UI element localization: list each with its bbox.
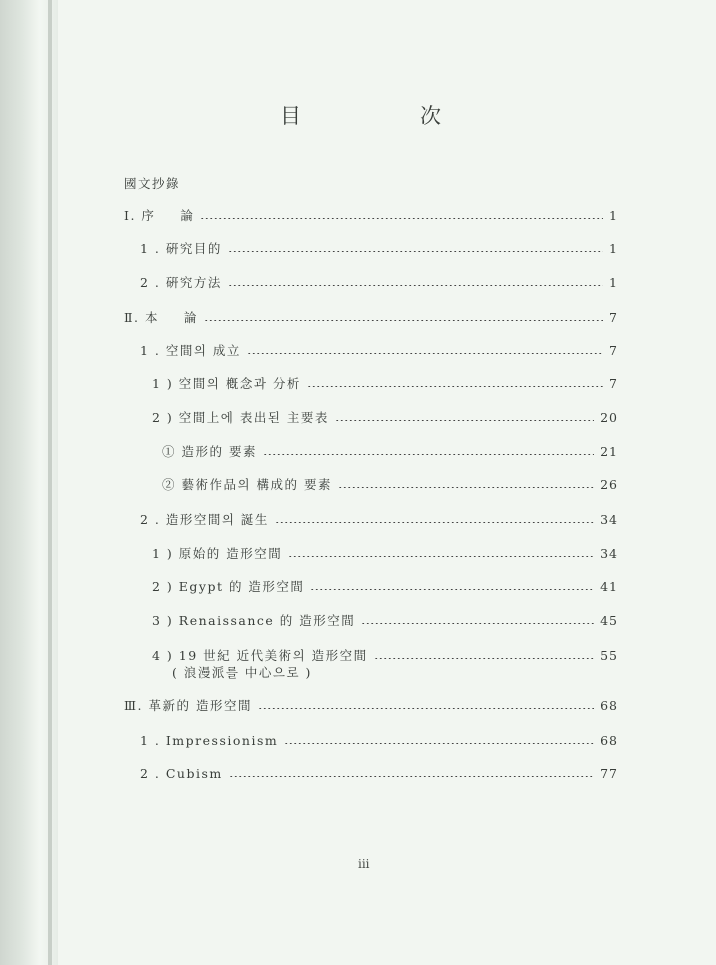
- toc-page: 1: [609, 240, 618, 256]
- page-title: [0, 100, 716, 130]
- toc-label: 4 ) 19 世紀 近代美術의 造形空間: [152, 648, 368, 663]
- toc-entry: [162, 474, 618, 494]
- toc-label: 2 . 硏究方法: [140, 275, 222, 290]
- leader-dots: [229, 776, 594, 777]
- toc-page: 55: [600, 647, 618, 663]
- leader-dots: [335, 420, 594, 421]
- title-char-right: 次: [420, 104, 441, 128]
- toc-page: 68: [600, 697, 618, 713]
- toc-subnote: ( 浪漫派를 中心으로 ): [172, 665, 312, 680]
- toc-page: 7: [609, 375, 618, 391]
- toc-page: 7: [609, 342, 618, 358]
- toc-entry: [124, 307, 618, 327]
- toc-entry: [152, 373, 618, 393]
- toc-label: ② 藝術作品의 構成的 要素: [162, 477, 332, 492]
- leader-dots: [258, 708, 594, 709]
- toc-page: 34: [600, 511, 618, 527]
- leader-dots: [228, 251, 603, 252]
- toc-label: 1 ) 空間의 槪念과 分析: [152, 376, 301, 391]
- leader-dots: [204, 320, 603, 321]
- toc-label: 2 . Cubism: [140, 765, 223, 781]
- toc-page: 34: [600, 545, 618, 561]
- abstract-label: 國文抄錄: [124, 176, 181, 191]
- toc-label: 1 ) 原始的 造形空間: [152, 546, 283, 561]
- toc-entry: [140, 238, 618, 258]
- toc-label: Ⅲ. 革新的 造形空間: [124, 698, 252, 713]
- toc-entry: [124, 695, 618, 715]
- toc-page: 7: [609, 309, 618, 325]
- toc-label: 3 ) Renaissance 的 造形空間: [152, 613, 356, 628]
- toc-entry: [140, 509, 618, 529]
- leader-dots: [228, 285, 603, 286]
- toc-page: 20: [600, 409, 618, 425]
- leader-dots: [275, 522, 594, 523]
- toc-entry: [140, 763, 618, 783]
- leader-dots: [361, 623, 594, 624]
- toc-page: 26: [600, 476, 618, 492]
- binding-shadow: [48, 0, 52, 965]
- toc-label: 1 . 空間의 成立: [140, 343, 241, 358]
- toc-entry: [152, 645, 618, 665]
- toc-entry: [152, 407, 618, 427]
- title-char-left: 目: [280, 104, 301, 128]
- toc-page: 45: [600, 612, 618, 628]
- toc-entry: [152, 543, 618, 563]
- toc-entry: [140, 272, 618, 292]
- leader-dots: [374, 658, 594, 659]
- toc-page: 21: [600, 443, 618, 459]
- toc-entry: [140, 730, 618, 750]
- toc-label: Ⅱ. 本 論: [124, 310, 198, 325]
- page-number: iii: [358, 857, 370, 871]
- leader-dots: [263, 454, 594, 455]
- toc-label: 2 ) Egypt 的 造形空間: [152, 579, 305, 594]
- leader-dots: [310, 589, 594, 590]
- toc-label: 1 . 硏究目的: [140, 241, 222, 256]
- toc-page: 41: [600, 578, 618, 594]
- toc-entry: [162, 441, 618, 461]
- toc-entry: [152, 610, 618, 630]
- leader-dots: [307, 386, 603, 387]
- leader-dots: [288, 556, 594, 557]
- toc-entry: [124, 205, 618, 225]
- toc-entry: [152, 576, 618, 596]
- toc-label: 2 ) 空間上에 表出된 主要表: [152, 410, 329, 425]
- toc-page: 1: [609, 207, 618, 223]
- leader-dots: [338, 487, 594, 488]
- toc-label: 2 . 造形空間의 誕生: [140, 512, 269, 527]
- toc-entry: [140, 340, 618, 360]
- leader-dots: [247, 353, 603, 354]
- leader-dots: [284, 743, 594, 744]
- toc-label: ① 造形的 要素: [162, 444, 257, 459]
- toc-page: 1: [609, 274, 618, 290]
- toc-label: Ⅰ. 序 論: [124, 208, 195, 223]
- toc-page: 77: [600, 765, 618, 781]
- toc-page: 68: [600, 732, 618, 748]
- toc-label: 1 . Impressionism: [140, 732, 279, 748]
- leader-dots: [200, 218, 603, 219]
